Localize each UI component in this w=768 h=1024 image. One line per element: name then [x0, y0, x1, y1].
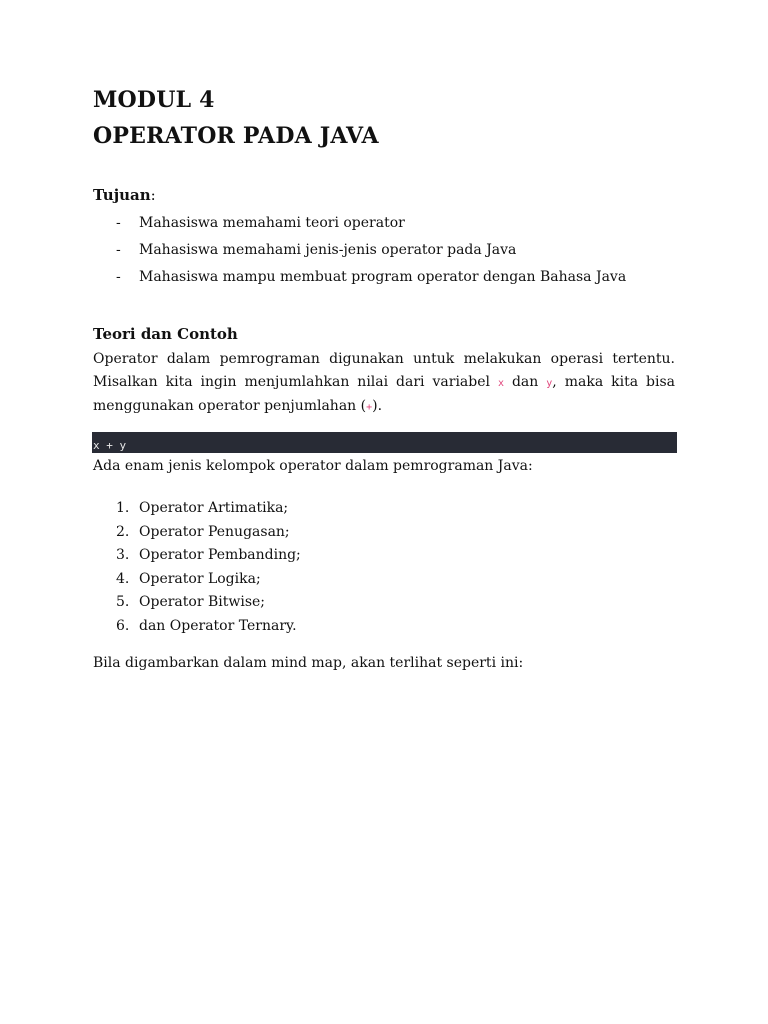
- goals-heading: [93, 186, 156, 204]
- list-number: 2.: [116, 523, 130, 540]
- operators-list: [93, 497, 301, 638]
- operator-label: Operator Bitwise;: [139, 594, 265, 610]
- operator-label: dan Operator Ternary.: [139, 617, 297, 634]
- operators-intro: Ada enam jenis kelompok operator dalam pemrograman Java:: [93, 458, 533, 474]
- bullet-dash: -: [116, 215, 121, 231]
- paragraph-line-1: Operator dalam pemrograman digunakan untuk melakukan operasi tertentu.: [93, 351, 675, 367]
- list-number: 6.: [116, 617, 130, 634]
- list-number: 4.: [116, 570, 130, 587]
- inline-code-x: x: [497, 378, 504, 389]
- list-number: 5.: [116, 594, 130, 610]
- module-title: MODUL 4: [93, 87, 215, 113]
- operator-item: [93, 521, 301, 545]
- code-block: x + y: [92, 432, 677, 453]
- mindmap-intro: Bila digambarkan dalam mind map, akan terlihat seperti ini:: [93, 655, 524, 671]
- goal-item: [93, 212, 626, 239]
- operator-label: Operator Logika;: [139, 570, 261, 587]
- goal-text: Mahasiswa mampu membuat program operator dengan Bahasa Java: [139, 269, 627, 285]
- operator-label: Operator Pembanding;: [139, 547, 301, 563]
- line2-prefix: Misalkan kita ingin menjumlahkan nilai dari variabel: [93, 374, 490, 390]
- bullet-dash: -: [116, 269, 121, 285]
- line2-mid: dan: [511, 374, 539, 390]
- operator-item: [93, 615, 301, 639]
- bullet-dash: -: [116, 242, 121, 258]
- goal-text: Mahasiswa memahami jenis-jenis operator pada Java: [139, 242, 517, 258]
- goals-heading-colon: :: [150, 186, 156, 204]
- operator-item: [93, 497, 301, 521]
- inline-code-plus: +: [366, 402, 373, 413]
- inline-code-y: y: [546, 378, 553, 389]
- paragraph-line-2: [93, 371, 675, 395]
- goal-item: [93, 239, 626, 266]
- operator-label: Operator Artimatika;: [139, 500, 289, 516]
- operator-item: [93, 544, 301, 568]
- list-number: 1.: [116, 500, 130, 516]
- operator-item: [93, 591, 301, 615]
- goal-item: [93, 266, 626, 293]
- goal-text: Mahasiswa memahami teori operator: [139, 215, 405, 231]
- operator-item: [93, 568, 301, 592]
- goals-heading-label: Tujuan: [93, 186, 151, 204]
- module-subtitle: OPERATOR PADA JAVA: [93, 123, 379, 149]
- paragraph-line-3: [93, 395, 675, 419]
- line2-suffix: , maka kita bisa: [552, 374, 675, 390]
- goals-list: [93, 212, 626, 293]
- operator-label: Operator Penugasan;: [139, 523, 290, 540]
- theory-heading: Teori dan Contoh: [93, 325, 238, 343]
- line3-prefix: menggunakan operator penjumlahan (: [93, 398, 367, 414]
- line3-suffix: ).: [372, 398, 383, 414]
- list-number: 3.: [116, 547, 130, 563]
- theory-paragraph: [93, 348, 675, 419]
